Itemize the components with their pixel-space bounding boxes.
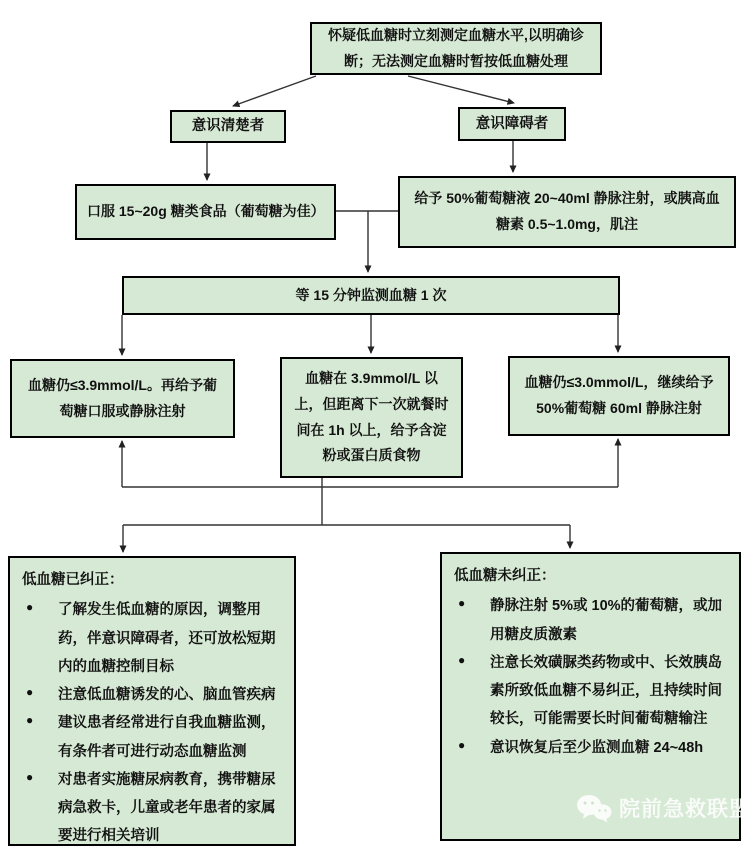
node-hypoglycemia-corrected [8,556,296,846]
uncorrected-title: 低血糖未纠正： [454,568,556,584]
uncorrected-item-3: ● 意识恢复后至少监测血糖 24~48h [454,734,729,762]
node-still-below-3-0: 血糖仍≤3.0mmol/L，继续给予 50%葡萄糖 60ml 静脉注射 [508,356,730,436]
node-above-3-9-meal: 血糖在 3.9mmol/L 以上，但距离下一次就餐时间在 1h 以上，给予含淀粉或蛋白质食物 [280,357,463,478]
corrected-item-2: ● 注意低血糖诱发的心、脑血管疾病 [22,681,284,709]
corrected-list [22,596,284,850]
node-suspect-hypoglycemia: 怀疑低血糖时立刻测定血糖水平,以明确诊断；无法测定血糖时暂按低血糖处理 [310,22,602,75]
node-oral-glucose: 口服 15~20g 糖类食品（葡萄糖为佳） [75,184,336,240]
corrected-title: 低血糖已纠正： [22,572,124,588]
node-conscious: 意识清楚者 [170,110,286,143]
wechat-logo-icon [576,793,612,823]
node-still-below-3-9: 血糖仍≤3.9mmol/L。再给予葡萄糖口服或静脉注射 [10,359,235,438]
node-iv-glucose: 给予 50%葡萄糖液 20~40ml 静脉注射，或胰高血糖素 0.5~1.0mg，肌注 [398,176,736,248]
corrected-item-4: ● 对患者实施糖尿病教育，携带糖尿病急救卡，儿童或老年患者的家属要进行相关培训 [22,766,284,850]
uncorrected-item-2: ● 注意长效磺脲类药物或中、长效胰岛素所致低血糖不易纠正，且持续时间较长，可能需要长时间葡萄糖输注 [454,649,729,734]
corrected-item-1: ● 了解发生低血糖的原因，调整用药，伴意识障碍者，还可放松短期内的血糖控制目标 [22,596,284,681]
watermark [576,793,751,823]
node-recheck-15min: 等 15 分钟监测血糖 1 次 [122,276,620,315]
node-impaired-consciousness: 意识障碍者 [458,107,566,141]
corrected-item-3: ● 建议患者经常进行自我血糖监测，有条件者可进行动态血糖监测 [22,709,284,766]
watermark-text: 院前急救联盟 [619,798,751,821]
uncorrected-list [454,592,729,762]
uncorrected-item-1: ● 静脉注射 5%或 10%的葡萄糖，或加用糖皮质激素 [454,592,729,649]
